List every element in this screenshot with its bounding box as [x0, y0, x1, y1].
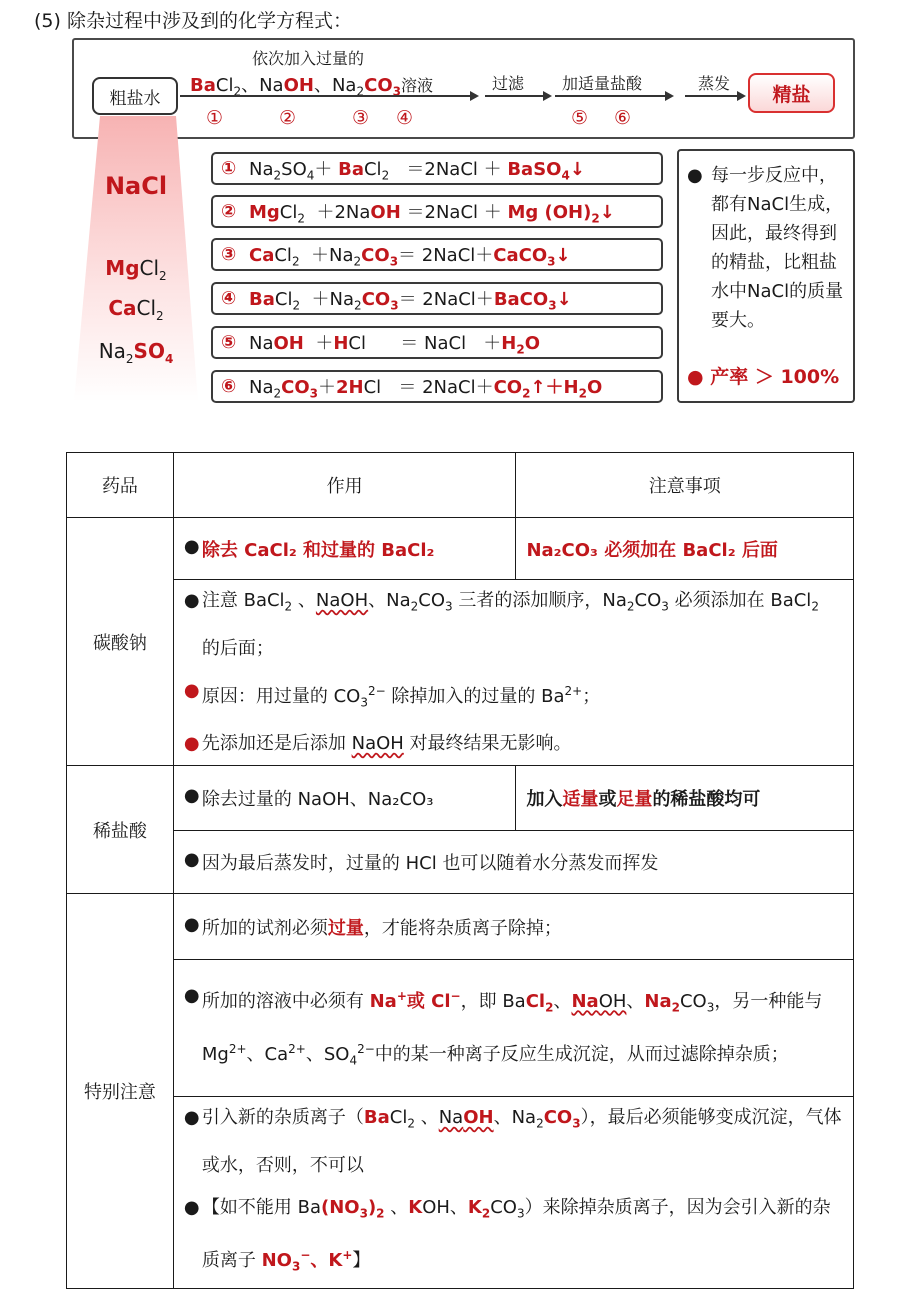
cl: Cl — [139, 256, 160, 280]
s1-b: 过量 — [327, 917, 364, 939]
flow-arrowhead-3 — [665, 91, 674, 101]
sub: 3 — [392, 84, 401, 99]
refined-salt-box — [748, 73, 835, 113]
table-row — [67, 518, 854, 580]
crude-salt-label: 粗盐水 — [109, 88, 161, 109]
c1-effect-text: 除去 CaCl₂ 和过量的 BaCl₂ — [201, 539, 435, 561]
reagent-special-notes: 特别注意 — [67, 894, 174, 1289]
h1-note-d: 足量 — [616, 789, 653, 811]
step-number-4: ④ — [396, 107, 414, 129]
sub: 2 — [356, 84, 365, 99]
table-cell: ● 所加的试剂必须过量，才能将杂质离子除掉； — [173, 894, 853, 960]
sub: 4 — [164, 352, 174, 366]
sub: 2 — [159, 269, 167, 283]
reagent-na2: Na — [331, 75, 357, 96]
yield-text: 产率 ＞ 100% — [710, 366, 840, 388]
list-item: ● 先添加还是后添加 NaOH 对最终结果无影响。 — [183, 733, 572, 755]
equation-2: ② MgCl$_2$ ＋2NaOH ＝2NaCl ＋ Mg $(OH)_2↓$ — [211, 195, 663, 228]
h1-effect-text: 除去过量的 NaOH、Na₂CO₃ — [201, 789, 434, 811]
table-row — [67, 960, 854, 1097]
equation-1: ① $Na_2SO_4+$ BaCl$_2$ ＝2NaCl ＋ BaSO$_4$↓ — [211, 152, 663, 185]
equation-number: ③ — [221, 244, 237, 265]
reagent-dilute-hcl: 稀盐酸 — [67, 766, 174, 894]
equation-number: ⑤ — [221, 332, 237, 353]
table-row — [67, 1097, 854, 1289]
cl: Cl — [136, 296, 157, 320]
equation-number: ⑥ — [221, 376, 237, 397]
cacl2-label — [81, 296, 191, 323]
step-number-2: ② — [279, 107, 297, 129]
solution-word: 溶液 — [400, 76, 433, 95]
c1-note-text: Na₂CO₃ 必须加在 BaCl₂ 后面 — [526, 539, 778, 561]
table-header-row — [67, 453, 854, 518]
equation-6: ⑥ $Na_2CO_3+2HCl$ ＝ $2NaCl+CO_2↑+H_2O$ — [211, 370, 663, 403]
sub: 2 — [125, 352, 134, 366]
flow-arrow-3 — [555, 95, 665, 97]
h1-note-b: 适量 — [562, 789, 599, 811]
equation-number: ② — [221, 201, 237, 222]
add-excess-note: 依次加入过量的 — [252, 49, 365, 68]
equation-4: ④ BaCl$_2$ $+Na_2CO_3=$ 2NaCl＋BaCO$_3$↓ — [211, 282, 663, 315]
equation-5: ⑤ NaOH ＋HCl ＝ NaCl $+H_2O$ — [211, 326, 663, 359]
na2so4-label — [81, 339, 191, 366]
table-cell — [173, 960, 853, 1097]
list-item: ● 引入新的杂质离子（BaCl$_2$ 、NaOH、$Na_2CO_3$），最后必须能够变成沉淀，气体或水，否则，不可以 — [183, 1107, 842, 1176]
list-item: ● 注意 BaCl$_2$ 、NaOH、$Na_2CO_3$ 三者的添加顺序，$Na_2CO_3$ 必须添加在 BaCl$_2$ 的后面； — [183, 590, 825, 659]
table-row — [67, 831, 854, 894]
table-cell: ● 因为最后蒸发时，过量的 HCl 也可以随着水分蒸发而挥发 — [173, 831, 853, 894]
yield-note — [687, 363, 839, 392]
h1-note-c: 或 — [598, 789, 617, 811]
table-cell: ● 除去过量的 NaOH、Na₂CO₃ — [173, 766, 516, 831]
flow-arrow-4 — [685, 95, 737, 97]
h1-note-e: 的稀盐酸均可 — [652, 789, 761, 811]
evaporate-step: 蒸发 — [698, 74, 731, 93]
reagent-na: Na — [259, 75, 284, 96]
flow-arrowhead-2 — [543, 91, 552, 101]
nacl-label: NaCl — [104, 172, 168, 200]
flow-arrow-2 — [485, 95, 543, 97]
na: Na — [98, 339, 126, 363]
equation-number: ① — [221, 158, 237, 179]
table-cell — [516, 518, 854, 580]
side-note-box — [677, 149, 855, 403]
table-cell: ● 除去 CaCl₂ 和过量的 BaCl₂ — [173, 518, 516, 580]
side-note-text: 每一步反应中，都有NaCl生成，因此，最终得到的精盐，比粗盐水中NaCl的质量要大。 — [711, 165, 844, 331]
header-notes: 注意事项 — [516, 453, 854, 518]
table-row — [67, 894, 854, 960]
reagent-co3: CO — [364, 75, 393, 96]
sep: 、 — [241, 75, 260, 96]
table-cell — [173, 580, 853, 766]
ca: Ca — [108, 296, 137, 320]
sub: 2 — [233, 84, 242, 99]
reagent-oh: OH — [283, 75, 314, 96]
equation-3: ③ CaCl$_2$ $+Na_2CO_3=$ 2NaCl＋CaCO$_3$↓ — [211, 238, 663, 271]
mgcl2-label — [81, 256, 191, 283]
reagent-ba: Ba — [190, 75, 216, 96]
filter-step: 过滤 — [492, 74, 525, 93]
table-cell — [516, 766, 854, 831]
bullet-icon: ● — [687, 366, 704, 388]
crude-salt-water-box — [92, 77, 178, 115]
refined-salt-label: 精盐 — [772, 83, 811, 106]
flow-arrowhead-1 — [470, 91, 479, 101]
so: SO — [133, 339, 165, 363]
table-cell — [173, 1097, 853, 1289]
flow-arrow-1 — [180, 95, 470, 97]
list-item: ● 原因：用过量的 $CO_3^{2-}$ 除掉加入的过量的 $Ba^{2+}$； — [183, 679, 601, 710]
header-effect: 作用 — [173, 453, 516, 518]
table-row — [67, 580, 854, 766]
add-acid-step: 加适量盐酸 — [562, 74, 643, 93]
list-item: ● 【如不能用 $Ba(NO_3)_2$ 、KOH、$K_2CO_3$）来除掉杂质离子，因为会引入新的杂质离子 $NO_3^-$、K+】 — [183, 1196, 831, 1274]
reagent-sodium-carbonate: 碳酸钠 — [67, 518, 174, 766]
reagent-table — [66, 452, 854, 1289]
h1-note-a: 加入 — [526, 789, 563, 811]
section-heading: (5) 除杂过程中涉及到的化学方程式： — [34, 10, 352, 32]
mg: Mg — [105, 256, 140, 280]
reagent-cl: Cl — [215, 75, 234, 96]
header-reagent: 药品 — [67, 453, 174, 518]
step-number-6: ⑥ — [614, 107, 632, 129]
equation-number: ④ — [221, 288, 237, 309]
step-number-1: ① — [206, 107, 224, 129]
bullet-icon: ● — [687, 165, 703, 186]
s1-a: 所加的试剂必须 — [201, 917, 328, 939]
sep: 、 — [313, 75, 332, 96]
flow-arrowhead-4 — [737, 91, 746, 101]
sub: 2 — [156, 309, 164, 323]
h2-text: 因为最后蒸发时，过量的 HCl 也可以随着水分蒸发而挥发 — [201, 853, 659, 875]
step-number-5: ⑤ — [571, 107, 589, 129]
step-number-3: ③ — [352, 107, 370, 129]
list-item: ● 所加的溶液中必须有 Na+或 Cl−，即 BaCl$_2$、NaOH、$Na_2CO_3$，另一种能与 $Mg^{2+}$、$Ca^{2+}$、$SO_4^{2-}$中的某一种离子反应生成沉淀，从而过滤除掉杂质； — [183, 984, 823, 1068]
table-row — [67, 766, 854, 831]
s1-c: ，才能将杂质离子除掉； — [363, 917, 562, 939]
